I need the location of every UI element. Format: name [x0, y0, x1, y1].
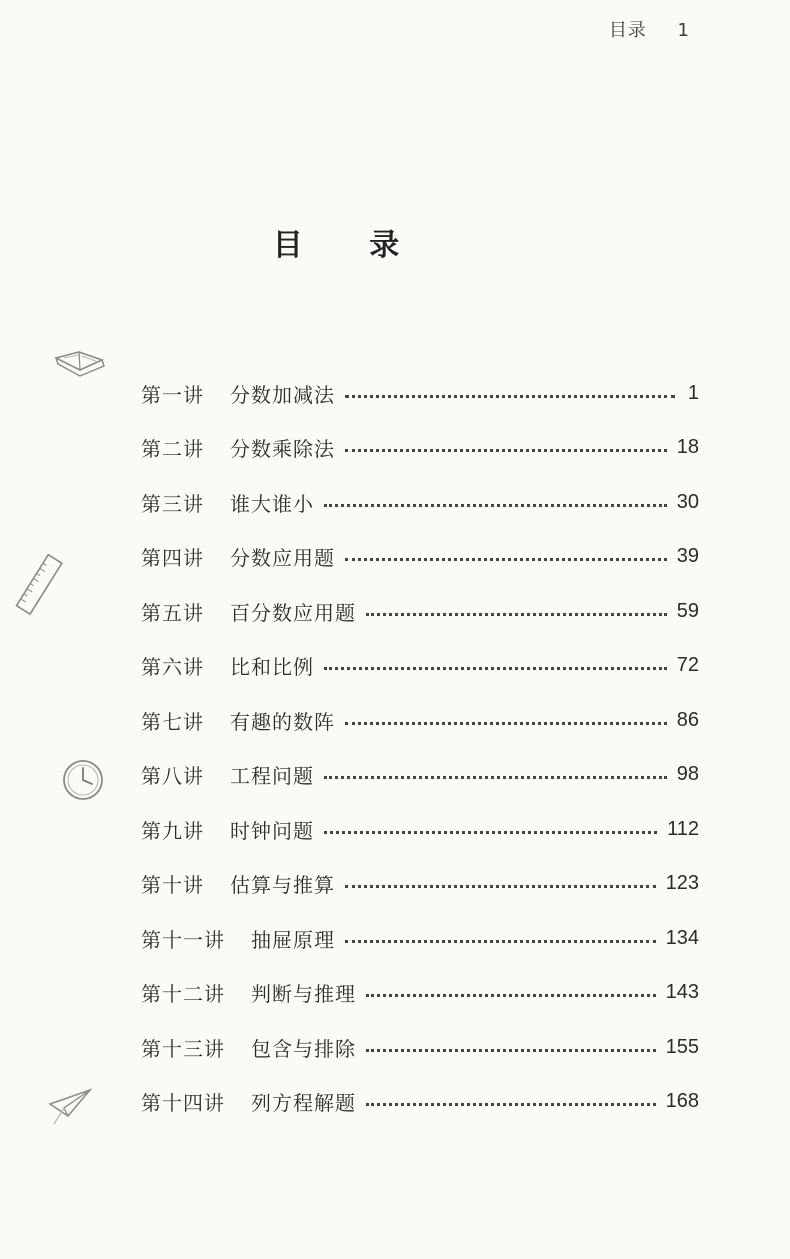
lecture-title: 有趣的数阵 [230, 709, 335, 734]
paper-plane-icon [46, 1086, 96, 1130]
lecture-title: 比和比例 [230, 655, 314, 680]
running-header [609, 16, 690, 42]
page-title: 目 录 [272, 228, 428, 263]
toc-entry[interactable] [141, 366, 699, 421]
toc-entry[interactable] [141, 584, 699, 639]
dot-leader [345, 722, 667, 725]
lecture-title: 工程问题 [230, 764, 314, 789]
dot-leader [345, 885, 656, 888]
toc-entry[interactable] [141, 693, 699, 748]
toc-entry[interactable] [141, 857, 699, 912]
page-ref: 155 [665, 1035, 699, 1058]
dot-leader [324, 776, 667, 779]
ruler-icon [14, 548, 66, 622]
dot-leader [324, 667, 667, 670]
page-ref: 168 [665, 1090, 699, 1113]
table-of-contents [141, 366, 699, 1129]
dot-leader [345, 558, 667, 561]
toc-entry[interactable] [141, 1075, 699, 1130]
page-ref: 134 [665, 926, 699, 949]
lecture-number: 第十三讲 [141, 1036, 225, 1061]
page-ref: 98 [676, 763, 699, 786]
page-ref: 112 [667, 817, 699, 840]
dot-leader [366, 613, 667, 616]
lecture-number: 第八讲 [141, 764, 204, 789]
toc-entry[interactable] [141, 530, 699, 585]
lecture-number: 第六讲 [141, 655, 204, 680]
dot-leader [366, 1049, 656, 1052]
lecture-number: 第十二讲 [141, 982, 225, 1007]
lecture-title: 分数加减法 [230, 382, 335, 407]
lecture-title: 分数乘除法 [230, 437, 335, 462]
toc-entry[interactable] [141, 748, 699, 803]
page-ref: 143 [665, 981, 699, 1004]
lecture-title: 分数应用题 [230, 546, 335, 571]
lecture-title: 抽屉原理 [251, 927, 335, 952]
page-ref: 123 [665, 872, 699, 895]
lecture-number: 第五讲 [141, 600, 204, 625]
dot-leader [345, 395, 675, 398]
lecture-number: 第一讲 [141, 382, 204, 407]
toc-entry[interactable] [141, 802, 699, 857]
lecture-number: 第十四讲 [141, 1091, 225, 1116]
book-icon [52, 342, 110, 384]
dot-leader [324, 831, 657, 834]
lecture-number: 第二讲 [141, 437, 204, 462]
toc-entry[interactable] [141, 421, 699, 476]
lecture-title: 判断与推理 [251, 982, 356, 1007]
lecture-title: 列方程解题 [251, 1091, 356, 1116]
page-ref: 18 [676, 436, 699, 459]
clock-icon [60, 757, 106, 803]
lecture-number: 第十讲 [141, 873, 204, 898]
page-ref: 72 [676, 654, 699, 677]
toc-entry[interactable] [141, 911, 699, 966]
toc-entry[interactable] [141, 1020, 699, 1075]
lecture-title: 百分数应用题 [230, 600, 356, 625]
lecture-number: 第九讲 [141, 818, 204, 843]
page-number: 1 [677, 20, 690, 41]
dot-leader [324, 504, 667, 507]
page-ref: 30 [676, 490, 699, 513]
lecture-number: 第三讲 [141, 491, 204, 516]
toc-entry[interactable] [141, 475, 699, 530]
dot-leader [345, 940, 656, 943]
lecture-title: 谁大谁小 [230, 491, 314, 516]
lecture-title: 时钟问题 [230, 818, 314, 843]
page-ref: 39 [676, 545, 699, 568]
dot-leader [345, 449, 667, 452]
dot-leader [366, 1103, 656, 1106]
toc-entry[interactable] [141, 639, 699, 694]
page-ref: 59 [676, 599, 699, 622]
toc-entry[interactable] [141, 966, 699, 1021]
lecture-number: 第四讲 [141, 546, 204, 571]
dot-leader [366, 994, 656, 997]
page-ref: 1 [687, 381, 699, 404]
lecture-title: 包含与排除 [251, 1036, 356, 1061]
lecture-title: 估算与推算 [230, 873, 335, 898]
page-ref: 86 [676, 708, 699, 731]
lecture-number: 第十一讲 [141, 927, 225, 952]
running-header-label: 目录 [608, 20, 647, 41]
lecture-number: 第七讲 [141, 709, 204, 734]
